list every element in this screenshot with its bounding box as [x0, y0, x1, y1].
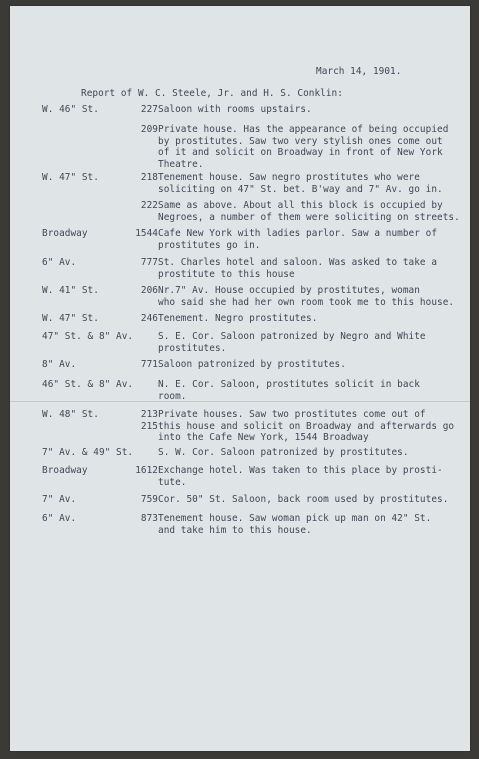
entry-location: 6" Av. [42, 513, 77, 524]
entry-description [158, 447, 409, 459]
entry-number: 222 [140, 200, 158, 211]
entry-location: 6" Av. [42, 257, 77, 268]
entry-description [158, 285, 454, 308]
entry-number: 1612 [135, 465, 158, 476]
entry-description [158, 465, 443, 488]
entry-description-line: Private houses. Saw two prostitutes come out of [158, 409, 426, 420]
entry-description [158, 513, 431, 536]
entry-description-line: who said she had her own room took me to this house. [158, 296, 455, 308]
entry-description-line: Tenement. Negro prostitutes. [158, 313, 318, 324]
entry-location: W. 47" St. [42, 172, 99, 183]
entry-description-line: Saloon patronized by prostitutes. [158, 359, 346, 370]
entry-location: W. 47" St. [42, 313, 99, 324]
entry-number: 227 [140, 104, 158, 115]
entry-number: 206 [140, 285, 158, 296]
entry-description [158, 257, 437, 280]
entry-description-line: Tenement house. Saw woman pick up man on 42" St. [158, 513, 432, 524]
entry-location: 46" St. & 8" Av. [42, 379, 134, 390]
entry-description-line: Same as above. About all this block is occupied by [158, 200, 443, 211]
entry-location: 47" St. & 8" Av. [42, 331, 134, 342]
entry-description-line: N. E. Cor. Saloon, prostitutes solicit in back [158, 379, 420, 390]
entry-description-line: Cafe New York with ladies parlor. Saw a number of [158, 228, 438, 239]
entry-description [158, 359, 346, 371]
document-page [10, 6, 470, 751]
entry-location: W. 48" St. [42, 409, 99, 420]
entry-location: 8" Av. [42, 359, 77, 370]
report-date: March 14, 1901. [316, 66, 402, 77]
entry-description-line: St. Charles hotel and saloon. Was asked to take a [158, 257, 438, 268]
entry-number: 759 [140, 494, 158, 505]
entry-description [158, 124, 448, 170]
entry-description-line: S. W. Cor. Saloon patronized by prostitutes. [158, 447, 409, 458]
entry-location: Broadway [42, 465, 88, 476]
entry-location: W. 46" St. [42, 104, 99, 115]
entry-description-line: of it and solicit on Broadway in front of New York [158, 147, 443, 158]
entry-number: 1544 [135, 228, 158, 239]
entry-description-line: this house and solicit on Broadway and afterwards go [158, 420, 455, 432]
entry-description-line: Exchange hotel. Was taken to this place by prosti- [158, 465, 443, 476]
entry-description-line: Nr.7" Av. House occupied by prostitutes, woman [158, 285, 420, 296]
entry-description [158, 331, 426, 354]
entry-number: 873 [140, 513, 158, 524]
entry-description-line: tute. [158, 476, 187, 488]
entry-description [158, 313, 317, 325]
entry-description-line: Tenement house. Saw negro prostitutes who were [158, 172, 420, 183]
entry-location: 7" Av. & 49" St. [42, 447, 134, 458]
entry-number: 777 [140, 257, 158, 268]
entry-number: 213 [140, 409, 158, 420]
entry-description-line: prostitutes. [158, 342, 227, 354]
entry-description-line: into the Cafe New York, 1544 Broadway [158, 432, 369, 443]
entry-description [158, 494, 448, 506]
entry-number: 771 [140, 359, 158, 370]
entry-description-line: Negroes, a number of them were soliciting on streets. [158, 211, 460, 223]
entry-description-line: Private house. Has the appearance of being occupied [158, 124, 449, 135]
entry-description [158, 104, 312, 116]
entry-description-line: room. [158, 390, 187, 402]
entry-description-line: S. E. Cor. Saloon patronized by Negro and White [158, 331, 426, 342]
entry-number-second: 215 [140, 420, 158, 432]
entry-description [158, 379, 420, 402]
entry-location: W. 41" St. [42, 285, 99, 296]
entry-location: 7" Av. [42, 494, 77, 505]
entry-description-line: prostitutes go in. [158, 239, 261, 251]
report-heading: Report of W. C. Steele, Jr. and H. S. Conklin: [81, 88, 343, 99]
entry-description-line: Theatre. [158, 158, 204, 170]
entry-description-line: prostitute to this house [158, 268, 295, 280]
entry-description [158, 409, 454, 444]
entry-location: Broadway [42, 228, 88, 239]
entry-description-line: soliciting on 47" St. bet. B'way and 7" Av. go in. [158, 183, 443, 195]
entry-description [158, 228, 437, 251]
entry-number: 246 [140, 313, 158, 324]
entry-description-line: Cor. 50" St. Saloon, back room used by prostitutes. [158, 494, 449, 505]
entry-number: 209 [140, 124, 158, 135]
entry-description-line: Saloon with rooms upstairs. [158, 104, 312, 115]
entry-description-line: and take him to this house. [158, 524, 312, 536]
entry-description [158, 200, 460, 223]
entry-description [158, 172, 443, 195]
entry-description-line: by prostitutes. Saw two very stylish ones come out [158, 135, 443, 147]
entry-number: 218 [140, 172, 158, 183]
